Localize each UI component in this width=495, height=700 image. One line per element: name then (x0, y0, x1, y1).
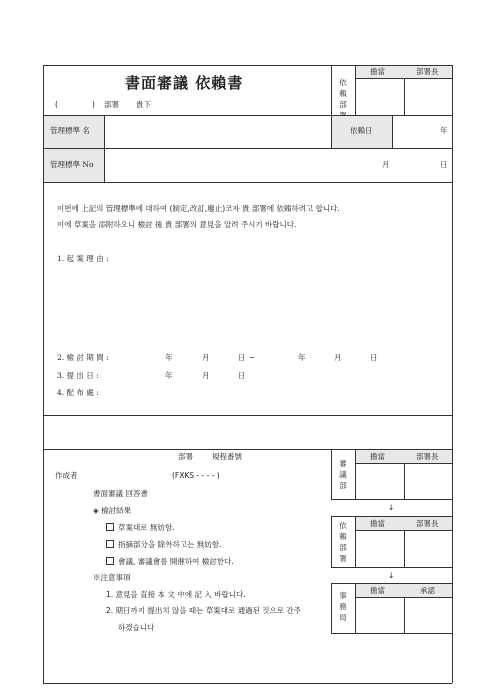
paren-close: ) (92, 100, 95, 109)
result-label: ◈ 檢討結果 (93, 506, 132, 515)
body-line-1: 이번에 上記의 管理標準에 대하여 (制定,改訂,廢止)코자 貴 部署에 依賴하려고 합니다. (57, 204, 340, 213)
date-year-label: 年 (440, 126, 448, 135)
option-hold-meeting (106, 557, 234, 566)
period-year-2: 年 (298, 353, 306, 362)
box1-sep (355, 463, 452, 464)
checkbox-no-objection[interactable] (106, 523, 114, 531)
checkbox-except-points[interactable] (106, 540, 114, 548)
note-label: ※注意事項 (93, 573, 131, 582)
author-label: 作成者 (55, 471, 78, 480)
info-bottom (43, 182, 452, 183)
body-bottom (43, 415, 452, 416)
reply-dept-label: 部署 (178, 452, 193, 461)
item-review-period: 2. 檢 討 期 間 : (57, 353, 109, 362)
item-reason: 1. 起 案 理 由 : (57, 254, 109, 263)
page-title: 書面審議 依賴書 (125, 74, 244, 92)
box3-approve-label: 承認 (420, 586, 435, 595)
period-month-1: 月 (202, 353, 210, 362)
box2-bottom (331, 567, 452, 568)
item-distribution: 4. 配 布 處 : (57, 388, 99, 397)
secretariat-label: 事務局 (339, 591, 347, 622)
option-hold-meeting-text: 會議, 審議會를 開催하여 檢討한다. (118, 557, 234, 566)
option-except-points-text: 指摘部分을 除外하고는 無妨함. (118, 540, 222, 549)
hdr-box-left (331, 65, 332, 115)
note-2-cont: 하겠습니다 (118, 623, 155, 632)
box1-resp-label: 擔當 (370, 452, 385, 461)
rule-no-label: 規程番號 (212, 452, 242, 461)
period-year-1: 年 (165, 353, 173, 362)
period-day-1: 日 (238, 353, 246, 362)
period-month-2: 月 (334, 353, 342, 362)
fxks-number: (FXKS - - - - ) (172, 471, 220, 480)
mgmt-no-label: 管理標準 No (50, 160, 94, 169)
period-tilde: ~ (249, 353, 256, 362)
submit-day: 日 (238, 371, 246, 380)
option-except-points (106, 540, 221, 549)
period-day-2: 日 (370, 353, 378, 362)
box2-request-dept-label: 依賴部署 (339, 521, 347, 563)
mgmt-name-label: 管理標準 名 (50, 126, 90, 135)
info-col2 (331, 115, 332, 148)
honorific-label: 貴下 (136, 100, 151, 109)
outer-bottom-border (43, 683, 452, 684)
note-1: 1. 意見을 直接 本 文 中에 記 入 바랍니다. (106, 590, 246, 599)
option-no-objection-text: 草案대로 無妨함. (118, 523, 175, 532)
body-line-2: 이에 草案을 添附하오니 檢討 後 貴 部署의 意見을 알려 주시기 바랍니다. (57, 220, 297, 229)
arrow-down-1: ↓ (388, 503, 395, 512)
box3-bottom (331, 633, 452, 634)
hdr-box-sep (355, 78, 452, 79)
dept-label: 部署 (104, 100, 119, 109)
arrow-down-2: ↓ (388, 571, 395, 580)
submit-year: 年 (165, 371, 173, 380)
request-date-label: 依賴日 (350, 126, 373, 135)
outer-right-border (452, 65, 453, 683)
deliberation-dept-label: 審議部 (339, 459, 347, 490)
request-dept-label: 依賴部 (339, 78, 347, 109)
box2-head-label: 部署長 (416, 519, 439, 528)
option-no-objection (106, 523, 175, 532)
note-2: 2. 期日까지 提出치 않을 때는 草案대로 通過된 것으로 간주 (106, 606, 301, 615)
box3-sep (355, 597, 452, 598)
info-col1 (104, 115, 105, 182)
box2-resp-label: 擔當 (370, 519, 385, 528)
checkbox-hold-meeting[interactable] (106, 557, 114, 565)
hdr-head-label: 部署長 (416, 67, 439, 76)
answer-title: 書面審議 回答書 (93, 489, 148, 498)
item-submit-date: 3. 提 出 日 : (57, 371, 99, 380)
info-col3 (392, 115, 393, 148)
box2-sep (355, 530, 452, 531)
paren-open: ( (55, 100, 58, 109)
box1-left (331, 449, 332, 499)
date-day-label: 日 (440, 160, 448, 169)
submit-month: 月 (202, 371, 210, 380)
box2-left (331, 516, 332, 567)
hdr-resp-label: 擔當 (370, 67, 385, 76)
box3-left (331, 583, 332, 633)
box1-bottom (331, 499, 452, 500)
box1-head-label: 部署長 (416, 452, 439, 461)
date-month-label: 月 (382, 160, 390, 169)
box3-resp-label: 擔當 (370, 586, 385, 595)
